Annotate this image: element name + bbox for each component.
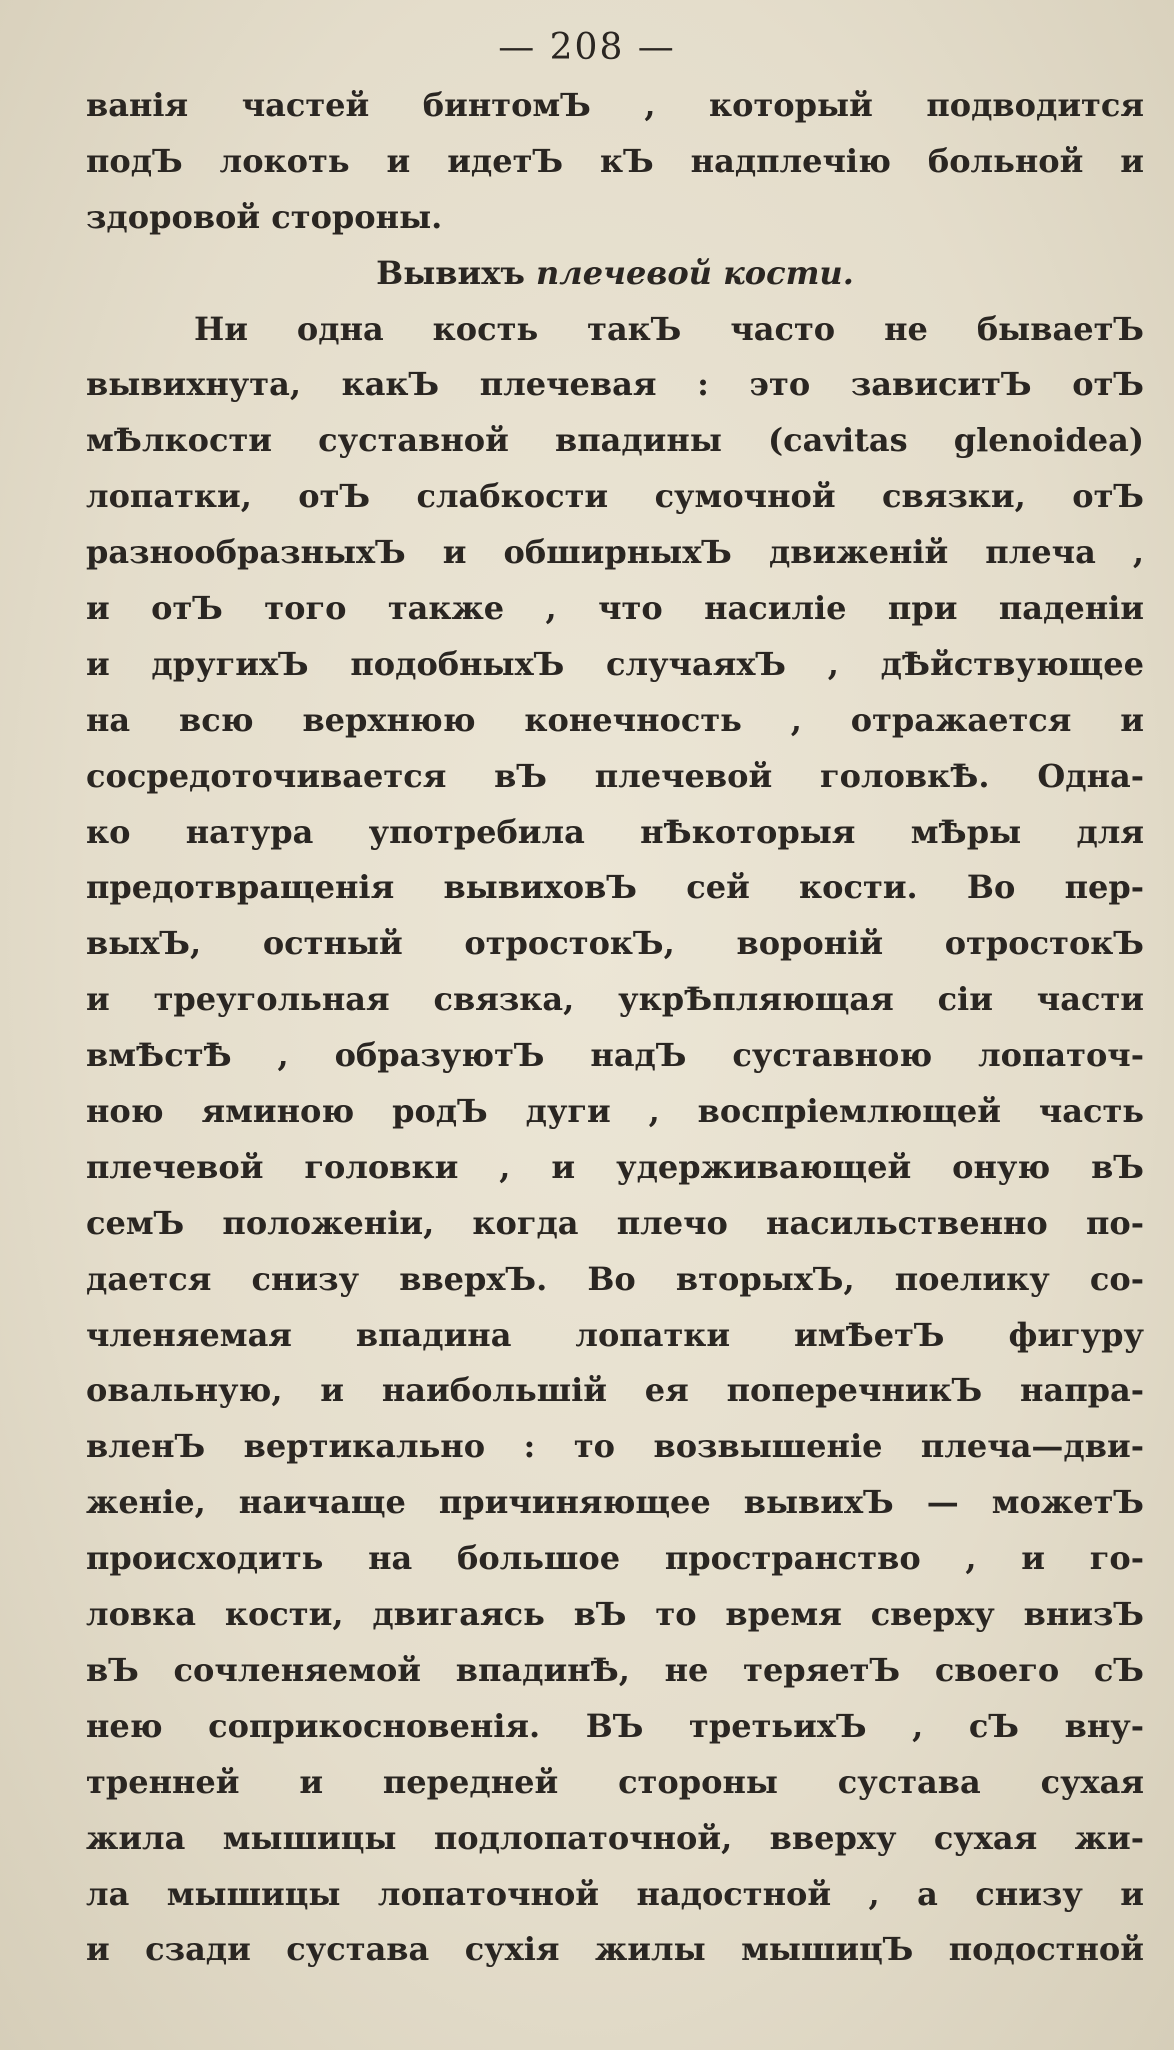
- text-line: плечевой головки , и удерживающей оную вЪ: [86, 1147, 1144, 1186]
- text-line: ванія частей бинтомЪ , который подводится: [86, 86, 1144, 124]
- text-line: вмѢстѢ , образуютЪ надЪ суставною лопаточ-: [86, 1036, 1144, 1075]
- text-line: подЪ локоть и идетЪ кЪ надплечію больной и: [86, 141, 1144, 180]
- text-line: ко натура употребила нѢкоторыя мѢры для: [86, 812, 1144, 851]
- text-line: членяемая впадина лопатки имѢетЪ фигуру: [86, 1315, 1144, 1354]
- text-line: вывихнута, какЪ плечевая : это зависитЪ отЪ: [86, 365, 1144, 404]
- text-line: Ни одна кость такЪ часто не бываетЪ: [194, 309, 1144, 348]
- text-line: женіе, наичаще причиняющее вывихЪ — можетЪ: [86, 1483, 1144, 1522]
- section-heading: [86, 246, 1144, 302]
- text-line: происходить на большое пространство , и го-: [86, 1539, 1144, 1578]
- text-line: сосредоточивается вЪ плечевой головкѢ. Одна-: [86, 756, 1144, 795]
- text-line: семЪ положеніи, когда плечо насильственно по-: [86, 1203, 1144, 1242]
- section-heading-plain: Вывихъ: [376, 253, 525, 292]
- text-line: нею соприкосновенія. ВЪ третьихЪ , сЪ вну-: [86, 1706, 1144, 1745]
- text-line: и сзади сустава сухія жилы мышицЪ подостной: [86, 1930, 1144, 1969]
- text-line: ла мышицы лопаточной надостной , а снизу и: [86, 1874, 1144, 1913]
- text-line: выхЪ, остный отростокЪ, вороній отростокЪ: [86, 924, 1144, 963]
- text-line: и треугольная связка, укрѢпляющая сіи части: [86, 980, 1144, 1019]
- text-line: разнообразныхЪ и обширныхЪ движеній плеча ,: [86, 533, 1144, 572]
- text-line: и отЪ того также , что насиліе при паденіи: [86, 589, 1144, 628]
- text-line: предотвращенія вывиховЪ сей кости. Во пер-: [86, 868, 1144, 907]
- text-block: [86, 78, 1144, 1978]
- text-line: жила мышицы подлопаточной, вверху сухая жи-: [86, 1818, 1144, 1857]
- text-line: на всю верхнюю конечность , отражается и: [86, 700, 1144, 739]
- section-heading-italic: плечевой кости.: [536, 253, 854, 292]
- text-line: ною яминою родЪ дуги , воспріемлющей часть: [86, 1092, 1144, 1131]
- text-line: мѢлкости суставной впадины (cavitas glenoidea): [86, 421, 1144, 460]
- page-number: — 208 —: [498, 27, 676, 68]
- text-line: тренней и передней стороны сустава сухая: [86, 1762, 1144, 1801]
- text-line: овальную, и наибольшій ея поперечникЪ напра-: [86, 1371, 1144, 1410]
- text-line: дается снизу вверхЪ. Во вторыхЪ, поелику со-: [86, 1259, 1144, 1298]
- text-line: здоровой стороны.: [86, 197, 443, 236]
- text-line: и другихЪ подобныхЪ случаяхЪ , дѢйствующее: [86, 644, 1144, 683]
- text-line: вленЪ вертикально : то возвышеніе плеча—дви-: [86, 1427, 1144, 1466]
- text-line: вЪ сочленяемой впадинѢ, не теряетЪ своего сЪ: [86, 1650, 1144, 1689]
- text-line: лопатки, отЪ слабкости сумочной связки, отЪ: [86, 477, 1144, 516]
- text-line: ловка кости, двигаясь вЪ то время сверху внизЪ: [86, 1595, 1144, 1634]
